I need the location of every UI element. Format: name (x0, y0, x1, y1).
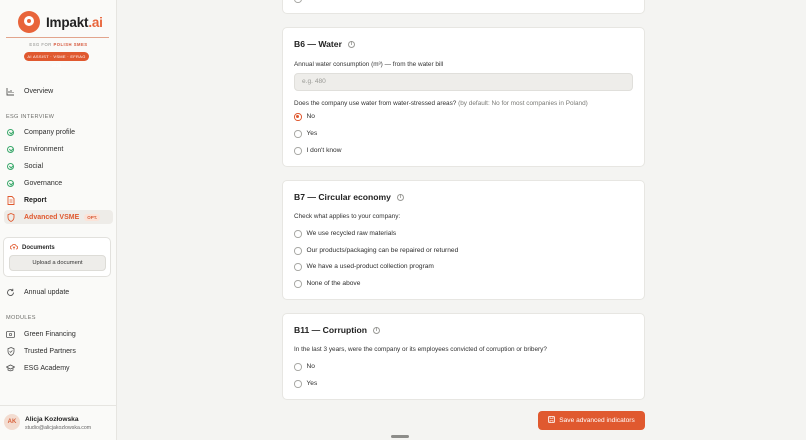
user-email: studio@alicjakozlowska.com (25, 425, 92, 431)
documents-card (3, 237, 111, 277)
refresh-icon (6, 288, 15, 297)
graduation-cap-icon (6, 364, 15, 373)
user-profile[interactable] (0, 405, 117, 440)
section-esg-interview: ESG INTERVIEW (6, 114, 55, 120)
chart-icon (6, 87, 15, 96)
circular-option-repair[interactable]: Our products/packaging can be repaired or returned (294, 247, 458, 255)
water-option-no[interactable]: No (294, 113, 315, 121)
nav-advanced-vsme[interactable] (4, 210, 113, 224)
info-icon[interactable]: i (348, 41, 355, 48)
corruption-option-yes[interactable]: Yes (294, 380, 317, 388)
radio-selected[interactable] (294, 113, 302, 121)
nav-label: Annual update (24, 288, 70, 296)
logo-divider (6, 37, 109, 38)
shield-check-icon (6, 347, 15, 356)
check-circle-icon (7, 146, 14, 153)
radio-button[interactable] (294, 363, 302, 371)
brand-name: Impakt.ai (46, 14, 103, 30)
checkbox[interactable] (294, 247, 302, 255)
info-icon[interactable]: i (373, 327, 380, 334)
nav-label: Environment (24, 145, 64, 153)
nav-label: Trusted Partners (24, 347, 76, 355)
circular-option-recycled[interactable]: We use recycled raw materials (294, 230, 396, 238)
nav-social[interactable] (4, 159, 113, 173)
document-icon (6, 196, 15, 205)
check-circle-icon (7, 180, 14, 187)
upload-document-button[interactable]: Upload a document (9, 255, 106, 271)
brand-tagline: ESG FOR POLISH SMES (29, 42, 88, 47)
brand-logo[interactable] (18, 11, 103, 33)
save-label: Save advanced indicators (559, 417, 635, 424)
corruption-section-card (282, 313, 645, 400)
nav-label: ESG Academy (24, 364, 70, 372)
scroll-handle[interactable] (391, 435, 409, 438)
radio-button[interactable] (294, 0, 302, 3)
section-title: B11 — Corruption i (294, 325, 380, 335)
nav-trusted-partners[interactable] (4, 344, 113, 358)
nav-overview[interactable] (4, 84, 113, 98)
user-name: Alicja Kozłowska (25, 416, 79, 423)
checkbox[interactable] (294, 263, 302, 271)
corruption-question: In the last 3 years, were the company or its employees convicted of corruption or bribery? (294, 346, 547, 353)
section-title: B7 — Circular economy i (294, 192, 404, 202)
nav-environment[interactable] (4, 142, 113, 156)
water-section-card (282, 27, 645, 167)
circular-economy-section-card (282, 180, 645, 300)
optional-badge: OPT. (84, 214, 100, 221)
circular-option-none[interactable]: None of the above (294, 280, 360, 288)
check-circle-icon (7, 163, 14, 170)
save-advanced-indicators-button[interactable] (538, 411, 645, 430)
default-hint: (by default: No for most companies in Poland) (458, 100, 588, 107)
previous-section-card (282, 0, 645, 14)
radio-button[interactable] (294, 380, 302, 388)
nav-label: Governance (24, 179, 63, 187)
checkbox[interactable] (294, 230, 302, 238)
sidebar (0, 0, 117, 440)
checkbox[interactable] (294, 280, 302, 288)
nav-label: Report (24, 196, 47, 204)
nav-green-financing[interactable] (4, 327, 113, 341)
water-stress-question: Does the company use water from water-stressed areas? (by default: No for most companies in Poland) (294, 100, 588, 107)
water-consumption-input[interactable]: e.g. 480 (294, 73, 633, 91)
nav-governance[interactable] (4, 176, 113, 190)
radio-button[interactable] (294, 130, 302, 138)
nav-label: Social (24, 162, 44, 170)
money-icon (6, 330, 15, 339)
nav-label: Overview (24, 87, 54, 95)
nav-label: Advanced VSME (24, 213, 80, 221)
brand-pill: AI ASSIST · VSME · EFRAG 2025 (24, 52, 89, 61)
cloud-upload-icon (10, 243, 18, 252)
nav-annual-update[interactable] (4, 285, 113, 299)
info-icon[interactable]: i (397, 194, 404, 201)
documents-title: Documents (22, 244, 55, 251)
circular-option-collection[interactable]: We have a used-product collection program (294, 263, 434, 271)
shield-icon (6, 213, 15, 222)
water-option-dont-know[interactable]: I don't know (294, 147, 341, 155)
section-modules: MODULES (6, 315, 36, 321)
radio-button[interactable] (294, 147, 302, 155)
nav-label: Company profile (24, 128, 75, 136)
check-circle-icon (7, 129, 14, 136)
save-icon (548, 416, 555, 425)
water-option-yes[interactable]: Yes (294, 130, 317, 138)
circular-question: Check what applies to your company: (294, 213, 401, 220)
logo-pin-icon (18, 11, 40, 33)
avatar: AK (4, 414, 20, 430)
water-consumption-label: Annual water consumption (m³) — from the water bill (294, 61, 444, 68)
section-title: B6 — Water i (294, 39, 355, 49)
nav-esg-academy[interactable] (4, 361, 113, 375)
nav-label: Green Financing (24, 330, 76, 338)
corruption-option-no[interactable]: No (294, 363, 315, 371)
nav-report[interactable] (4, 193, 113, 207)
nav-company-profile[interactable] (4, 125, 113, 139)
